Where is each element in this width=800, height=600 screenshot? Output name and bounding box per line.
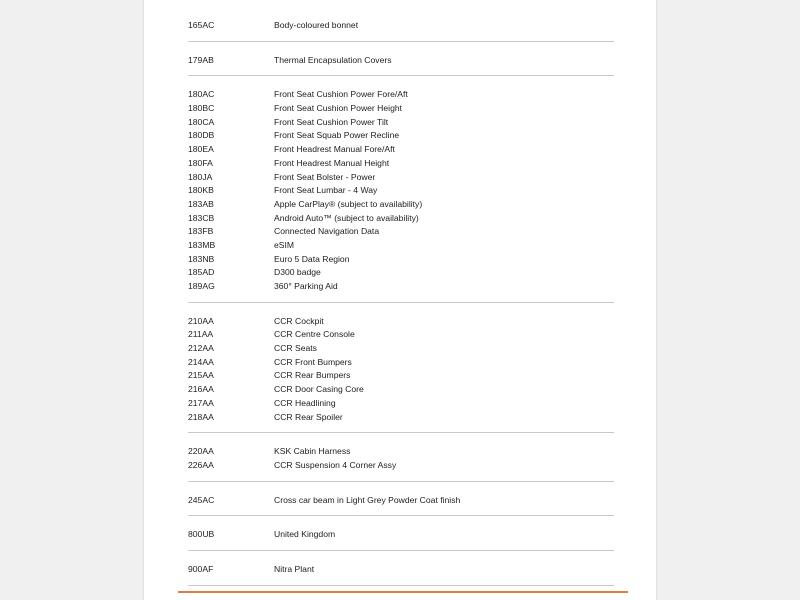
option-code: 180EA bbox=[188, 144, 214, 155]
option-row bbox=[188, 184, 614, 198]
option-description: Cross car beam in Light Grey Powder Coat finish bbox=[274, 494, 461, 505]
option-row bbox=[188, 494, 614, 508]
footer-accent-rule bbox=[178, 591, 628, 593]
option-description: CCR Cockpit bbox=[274, 315, 324, 326]
option-description: Apple CarPlay® (subject to availability) bbox=[274, 198, 423, 209]
option-code: 245AC bbox=[188, 494, 215, 505]
option-description: Connected Navigation Data bbox=[274, 226, 380, 237]
option-code: 218AA bbox=[188, 411, 214, 422]
option-description: CCR Centre Console bbox=[274, 329, 355, 340]
option-description: Thermal Encapsulation Covers bbox=[274, 54, 392, 65]
option-code: 189AG bbox=[188, 281, 215, 291]
option-code: 185AD bbox=[188, 267, 215, 278]
option-code: 180FA bbox=[188, 157, 213, 168]
option-code: 180DB bbox=[188, 130, 215, 141]
option-code: 226AA bbox=[188, 459, 214, 470]
option-row bbox=[188, 266, 614, 280]
option-row bbox=[188, 315, 614, 329]
option-row bbox=[188, 328, 614, 342]
option-description: KSK Cabin Harness bbox=[274, 446, 351, 457]
option-code: 183AB bbox=[188, 198, 214, 209]
option-row bbox=[188, 342, 614, 356]
option-row bbox=[188, 88, 614, 102]
option-description: CCR Seats bbox=[274, 343, 317, 354]
option-code: 179AB bbox=[188, 54, 214, 65]
option-row bbox=[188, 198, 614, 212]
option-description: CCR Headlining bbox=[274, 397, 336, 408]
option-row bbox=[188, 157, 614, 171]
option-description: Body-coloured bonnet bbox=[274, 20, 359, 30]
option-code-list bbox=[188, 19, 614, 598]
option-row bbox=[188, 356, 614, 370]
option-description: Front Headrest Manual Height bbox=[274, 157, 390, 168]
option-row bbox=[188, 239, 614, 253]
option-description: Nitra Plant bbox=[274, 563, 315, 574]
option-description: Android Auto™ (subject to availability) bbox=[274, 212, 419, 223]
option-row bbox=[188, 253, 614, 267]
option-code: 220AA bbox=[188, 446, 214, 457]
option-row bbox=[188, 19, 614, 33]
option-code: 210AA bbox=[188, 315, 214, 326]
option-group bbox=[188, 88, 614, 302]
option-code: 180JA bbox=[188, 171, 213, 182]
option-code: 180BC bbox=[188, 103, 215, 114]
option-code: 214AA bbox=[188, 356, 214, 367]
option-code: 216AA bbox=[188, 384, 214, 395]
option-code: 183MB bbox=[188, 239, 216, 250]
option-row bbox=[188, 171, 614, 185]
option-description: eSIM bbox=[274, 239, 295, 250]
option-row bbox=[188, 445, 614, 459]
option-row bbox=[188, 528, 614, 542]
option-description: CCR Door Casing Core bbox=[274, 384, 364, 395]
option-description: CCR Front Bumpers bbox=[274, 356, 352, 367]
option-row bbox=[188, 225, 614, 239]
document-page bbox=[143, 0, 657, 600]
option-row bbox=[188, 143, 614, 157]
option-row bbox=[188, 369, 614, 383]
option-description: Front Seat Cushion Power Height bbox=[274, 103, 403, 114]
option-code: 180KB bbox=[188, 185, 214, 196]
option-group bbox=[188, 528, 614, 551]
option-row bbox=[188, 116, 614, 130]
option-row bbox=[188, 563, 614, 577]
option-row bbox=[188, 411, 614, 425]
option-code: 165AC bbox=[188, 20, 215, 30]
option-description: Front Headrest Manual Fore/Aft bbox=[274, 144, 395, 155]
option-description: D300 badge bbox=[274, 267, 321, 278]
option-code: 183NB bbox=[188, 253, 215, 264]
option-code: 211AA bbox=[188, 329, 214, 340]
option-code: 180AC bbox=[188, 89, 215, 100]
option-group bbox=[188, 315, 614, 434]
option-group bbox=[188, 494, 614, 517]
option-description: 360° Parking Aid bbox=[274, 281, 338, 291]
option-row bbox=[188, 212, 614, 226]
option-code: 183FB bbox=[188, 226, 214, 237]
option-code: 180CA bbox=[188, 116, 215, 127]
option-row bbox=[188, 54, 614, 68]
option-code: 183CB bbox=[188, 212, 215, 223]
option-description: Front Seat Cushion Power Tilt bbox=[274, 116, 389, 127]
option-code: 212AA bbox=[188, 343, 214, 354]
option-description: United Kingdom bbox=[274, 529, 336, 540]
option-row bbox=[188, 129, 614, 143]
option-description: Euro 5 Data Region bbox=[274, 253, 350, 264]
option-code: 800UB bbox=[188, 529, 215, 540]
option-row bbox=[188, 397, 614, 411]
option-group bbox=[188, 54, 614, 77]
option-row bbox=[188, 102, 614, 116]
option-row bbox=[188, 383, 614, 397]
option-group bbox=[188, 19, 614, 42]
option-code: 900AF bbox=[188, 563, 214, 574]
option-description: Front Seat Lumbar - 4 Way bbox=[274, 185, 378, 196]
option-row bbox=[188, 280, 614, 294]
option-group bbox=[188, 563, 614, 586]
option-description: Front Seat Squab Power Recline bbox=[274, 130, 400, 141]
option-description: Front Seat Bolster - Power bbox=[274, 171, 376, 182]
option-description: CCR Rear Spoiler bbox=[274, 411, 343, 422]
option-code: 215AA bbox=[188, 370, 214, 381]
option-code: 217AA bbox=[188, 397, 214, 408]
option-description: CCR Rear Bumpers bbox=[274, 370, 351, 381]
option-description: CCR Suspension 4 Corner Assy bbox=[274, 459, 397, 470]
option-group bbox=[188, 445, 614, 481]
option-description: Front Seat Cushion Power Fore/Aft bbox=[274, 89, 408, 100]
option-row bbox=[188, 459, 614, 473]
